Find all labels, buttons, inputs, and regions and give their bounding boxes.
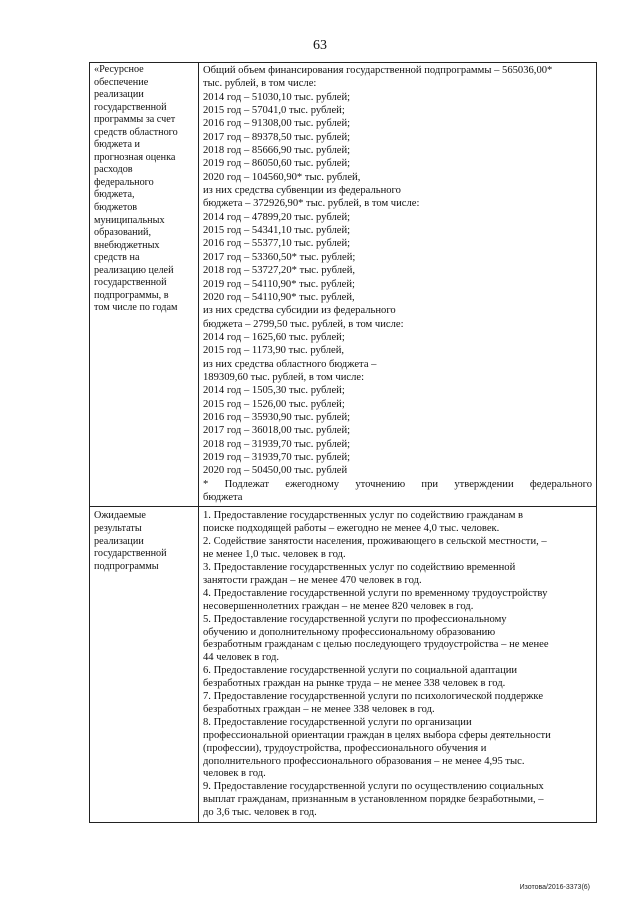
text-line: безработным гражданам с целью последующего трудоустройства – не менее	[203, 639, 549, 651]
text-line: из них средства субсидии из федерального	[203, 305, 396, 317]
text-line: 5. Предоставление государственной услуги по профессиональному	[203, 613, 507, 625]
text-line: 2017 год – 53360,50* тыс. рублей;	[203, 251, 356, 263]
program-passport-table	[89, 62, 597, 823]
resources-label-cell	[90, 63, 199, 507]
results-label	[94, 510, 194, 573]
label-line: бюджета и	[94, 139, 140, 151]
text-line: безработных граждан – не менее 338 человек в год.	[203, 703, 435, 715]
text-line: бюджета – 2799,50 тыс. рублей, в том числе:	[203, 318, 404, 330]
results-row	[90, 507, 597, 823]
text-line: 2015 год – 57041,0 тыс. рублей;	[203, 105, 345, 117]
text-line: занятости граждан – не менее 470 человек в год.	[203, 574, 422, 586]
text-line: 2018 год – 85666,90 тыс. рублей;	[203, 145, 351, 157]
text-line: 8. Предоставление государственной услуги по организации	[203, 716, 472, 728]
text-line: профессиональной ориентации граждан в целях выбора сферы деятельности	[203, 729, 551, 741]
label-line: подпрограммы, в	[94, 289, 169, 301]
results-content-cell	[199, 507, 597, 823]
text-line: 2017 год – 89378,50 тыс. рублей;	[203, 131, 351, 143]
text-line: дополнительного профессионального образования – не менее 4,95 тыс.	[203, 755, 525, 767]
text-line: 2020 год – 104560,90* тыс. рублей,	[203, 171, 361, 183]
label-line: реализации	[94, 89, 144, 101]
resources-label	[94, 64, 194, 315]
text-line: 2019 год – 54110,90* тыс. рублей;	[203, 278, 355, 290]
text-line: тыс. рублей, в том числе:	[203, 78, 317, 90]
footer-document-code: Изотова/2016-3373(6)	[519, 884, 590, 891]
text-line: бюджета – 372926,90* тыс. рублей, в том числе:	[203, 198, 420, 210]
label-line: государственной	[94, 548, 167, 560]
label-line: подпрограммы	[94, 560, 159, 572]
label-line: обеспечение	[94, 76, 149, 88]
text-line: 3. Предоставление государственных услуг по содействию временной	[203, 561, 516, 573]
text-line: 2015 год – 54341,10 тыс. рублей;	[203, 225, 351, 237]
text-line: 7. Предоставление государственной услуги по психологической поддержке	[203, 691, 544, 703]
text-line: 2014 год – 1625,60 тыс. рублей;	[203, 331, 345, 343]
label-line: Ожидаемые	[94, 510, 146, 522]
text-line: 2015 год – 1526,00 тыс. рублей;	[203, 398, 345, 410]
text-line: 2016 год – 35930,90 тыс. рублей;	[203, 411, 351, 423]
label-line: федерального	[94, 176, 154, 188]
text-line: 2014 год – 1505,30 тыс. рублей;	[203, 385, 345, 397]
text-line: обучению и дополнительному профессиональному образованию	[203, 626, 496, 638]
results-content	[203, 510, 592, 820]
text-line: 2020 год – 50450,00 тыс. рублей	[203, 465, 348, 477]
text-line: безработных граждан на рынке труда – не менее 338 человек в год.	[203, 678, 506, 690]
text-line: Общий объем финансирования государственной подпрограммы – 565036,00*	[203, 65, 553, 76]
label-line: «Ресурсное	[94, 64, 144, 75]
resources-content-cell	[199, 63, 597, 507]
label-line: программы за счет	[94, 114, 176, 126]
text-line: 1. Предоставление государственных услуг по содействию гражданам в	[203, 510, 524, 522]
text-line: 2015 год – 1173,90 тыс. рублей,	[203, 345, 345, 357]
label-line: государственной	[94, 277, 167, 289]
text-line: 2016 год – 55377,10 тыс. рублей;	[203, 238, 351, 250]
text-line: 2020 год – 54110,90* тыс. рублей,	[203, 291, 355, 303]
label-line: бюджетов	[94, 202, 138, 214]
text-line: 189309,60 тыс. рублей, в том числе:	[203, 371, 365, 383]
text-line: 2. Содействие занятости населения, проживающего в сельской местности, –	[203, 536, 547, 548]
label-line: реализацию целей	[94, 264, 174, 276]
text-line: до 3,6 тыс. человек в год.	[203, 807, 317, 819]
page-number: 63	[313, 38, 327, 53]
text-line: не менее 1,0 тыс. человек в год.	[203, 549, 346, 561]
text-line: (профессии), трудоустройства, профессионального обучения и	[203, 742, 487, 754]
label-line: бюджета,	[94, 189, 135, 201]
text-line: поиске подходящей работы – ежегодно не менее 4,0 тыс. человек.	[203, 523, 500, 535]
text-line: из них средства субвенции из федерального	[203, 185, 401, 197]
label-line: средств областного	[94, 126, 178, 138]
resources-content	[203, 64, 592, 478]
label-line: государственной	[94, 101, 167, 113]
label-line: образований,	[94, 227, 152, 239]
footnote-line: * Подлежат ежегодному уточнению при утверждении федерального	[203, 478, 592, 490]
label-line: прогнозная оценка	[94, 151, 176, 163]
footnote-line: бюджета	[203, 492, 243, 503]
text-line: 6. Предоставление государственной услуги по социальной адаптации	[203, 665, 518, 677]
results-label-cell	[90, 507, 199, 823]
text-line: 2016 год – 91308,00 тыс. рублей;	[203, 118, 351, 130]
text-line: человек в год.	[203, 768, 266, 780]
text-line: 2014 год – 47899,20 тыс. рублей;	[203, 211, 351, 223]
text-line: 2014 год – 51030,10 тыс. рублей;	[203, 91, 351, 103]
text-line: 4. Предоставление государственной услуги по временному трудоустройству	[203, 587, 548, 599]
text-line: 2018 год – 31939,70 тыс. рублей;	[203, 438, 351, 450]
label-line: результаты	[94, 522, 142, 534]
text-line: 2019 год – 86050,60 тыс. рублей;	[203, 158, 351, 170]
text-line: несовершеннолетних граждан – не менее 820 человек в год.	[203, 600, 474, 612]
text-line: из них средства областного бюджета –	[203, 358, 377, 370]
label-line: реализации	[94, 535, 144, 547]
label-line: муниципальных	[94, 214, 165, 226]
text-line: 9. Предоставление государственной услуги по осуществлению социальных	[203, 781, 544, 793]
resources-row	[90, 63, 597, 507]
text-line: выплат гражданам, признанным в установленном порядке безработными, –	[203, 794, 544, 806]
text-line: 2018 год – 53727,20* тыс. рублей,	[203, 265, 356, 277]
label-line: внебюджетных	[94, 239, 160, 251]
text-line: 44 человек в год.	[203, 652, 280, 664]
label-line: том числе по годам	[94, 302, 178, 314]
text-line: 2017 год – 36018,00 тыс. рублей;	[203, 425, 351, 437]
label-line: средств на	[94, 252, 140, 264]
label-line: расходов	[94, 164, 133, 176]
text-line: 2019 год – 31939,70 тыс. рублей;	[203, 451, 351, 463]
